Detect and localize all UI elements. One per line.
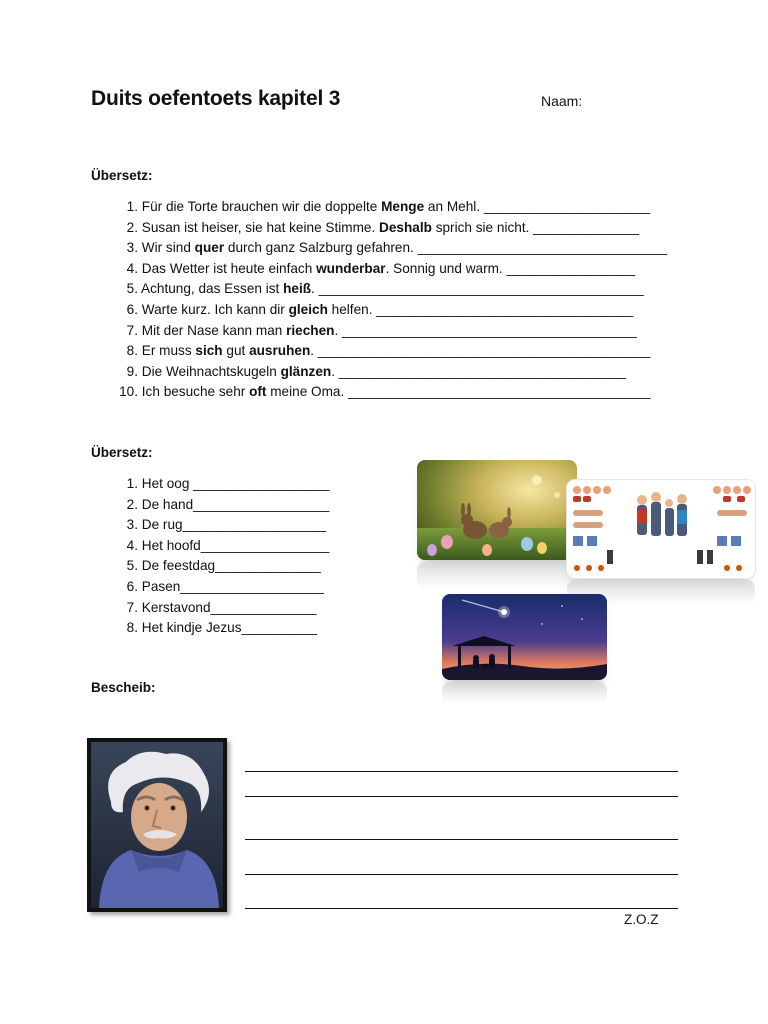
list-item [108, 279, 688, 300]
list-item [108, 515, 388, 536]
item-text: Het oog __________________ [141, 476, 330, 491]
character-parts-image [567, 480, 755, 578]
list-item [108, 259, 688, 280]
item-text: Mit der Nase kann man [141, 322, 287, 338]
item-text: Er muss [141, 343, 196, 359]
item-text: Wir sind [141, 240, 195, 256]
item-text: De hand__________________ [141, 496, 330, 512]
item-number: 5. [126, 281, 138, 297]
bold-word: ausruhen [249, 343, 311, 359]
item-number: 5. [126, 558, 138, 574]
item-text: Susan ist heiser, sie hat keine Stimme. [141, 219, 380, 235]
item-number: 4. [126, 260, 138, 276]
item-text: Die Weihnachtskugeln [141, 363, 281, 379]
list-item [108, 197, 688, 218]
item-number: 6. [126, 578, 138, 594]
bold-word: Deshalb [379, 219, 432, 235]
list-item [108, 341, 688, 362]
bold-word: Menge [381, 199, 425, 214]
list-item [108, 300, 688, 321]
item-text: Het hoofd_________________ [141, 537, 330, 553]
name-label: Naam: [541, 93, 583, 109]
item-text: Das Wetter ist heute einfach [141, 260, 317, 276]
writing-line [245, 874, 678, 875]
portrait-image [87, 738, 227, 912]
writing-line [245, 908, 678, 909]
item-text: Für die Torte brauchen wir die doppelte [141, 199, 382, 214]
item-text: Kerstavond______________ [141, 599, 317, 615]
list-item [108, 495, 388, 516]
list-item [108, 218, 688, 239]
item-number: 6. [126, 301, 138, 317]
answer-blank: an Mehl. ______________________ [424, 199, 651, 214]
item-number: 2. [126, 219, 138, 235]
item-number: 4. [126, 537, 138, 553]
item-number: 9. [126, 363, 138, 379]
item-number: 10. [119, 384, 138, 400]
sentence-list [108, 197, 688, 403]
easter-image [417, 460, 577, 560]
list-item [108, 556, 388, 577]
easter-image-reflection [417, 562, 577, 590]
list-item [108, 321, 688, 342]
item-number: 1. [126, 199, 138, 214]
item-number: 7. [126, 322, 138, 338]
bold-word: gleich [288, 301, 328, 317]
item-number: 8. [126, 343, 138, 359]
writing-line [245, 796, 678, 797]
answer-blank: . _______________________________________ [334, 322, 637, 338]
page-turn-note: Z.O.Z [624, 912, 659, 927]
page-title: Duits oefentoets kapitel 3 [91, 87, 341, 110]
answer-blank: meine Oma. ________________________________________ [266, 384, 651, 400]
nativity-image-reflection [442, 682, 607, 704]
item-text: De feestdag______________ [141, 558, 321, 574]
item-number: 2. [126, 496, 138, 512]
item-number: 8. [126, 620, 138, 636]
bold-word: oft [249, 384, 267, 400]
bold-word: heiß [283, 281, 312, 297]
bold-word: sich [195, 343, 223, 359]
item-text: Pasen___________________ [141, 578, 324, 594]
word-list [108, 474, 388, 639]
list-item [108, 536, 388, 557]
writing-line [245, 839, 678, 840]
list-item [108, 362, 688, 383]
answer-blank: helfen. __________________________________ [327, 301, 634, 317]
answer-blank: . ___________________________________________ [311, 281, 644, 297]
list-item [108, 577, 388, 598]
section-heading-2: Übersetz: [91, 445, 153, 460]
item-text: De rug___________________ [141, 517, 327, 533]
answer-blank: sprich sie nicht. ______________ [431, 219, 640, 235]
section-heading-1: Übersetz: [91, 168, 153, 183]
item-number: 1. [126, 476, 138, 491]
list-item [108, 598, 388, 619]
item-text: Ich besuche sehr [141, 384, 250, 400]
list-item [108, 238, 688, 259]
answer-blank: durch ganz Salzburg gefahren. _________________________________ [224, 240, 668, 256]
bold-word: glänzen [280, 363, 332, 379]
bold-word: riechen [286, 322, 335, 338]
item-number: 7. [126, 599, 138, 615]
answer-blank: . Sonnig und warm. _________________ [385, 260, 635, 276]
list-item [108, 474, 388, 495]
item-number: 3. [126, 517, 138, 533]
list-item [108, 382, 688, 403]
bold-word: wunderbar [316, 260, 386, 276]
writing-line [245, 771, 678, 772]
section-heading-3: Bescheib: [91, 680, 156, 695]
answer-blank: . ______________________________________ [331, 363, 627, 379]
nativity-image [442, 594, 607, 680]
item-text: gut [222, 343, 250, 359]
list-item [108, 618, 388, 639]
item-number: 3. [126, 240, 138, 256]
answer-blank: . ____________________________________________ [310, 343, 651, 359]
item-text: Warte kurz. Ich kann dir [141, 301, 289, 317]
bold-word: quer [194, 240, 225, 256]
item-text: Het kindje Jezus__________ [141, 620, 318, 636]
item-text: Achtung, das Essen ist [141, 281, 284, 297]
